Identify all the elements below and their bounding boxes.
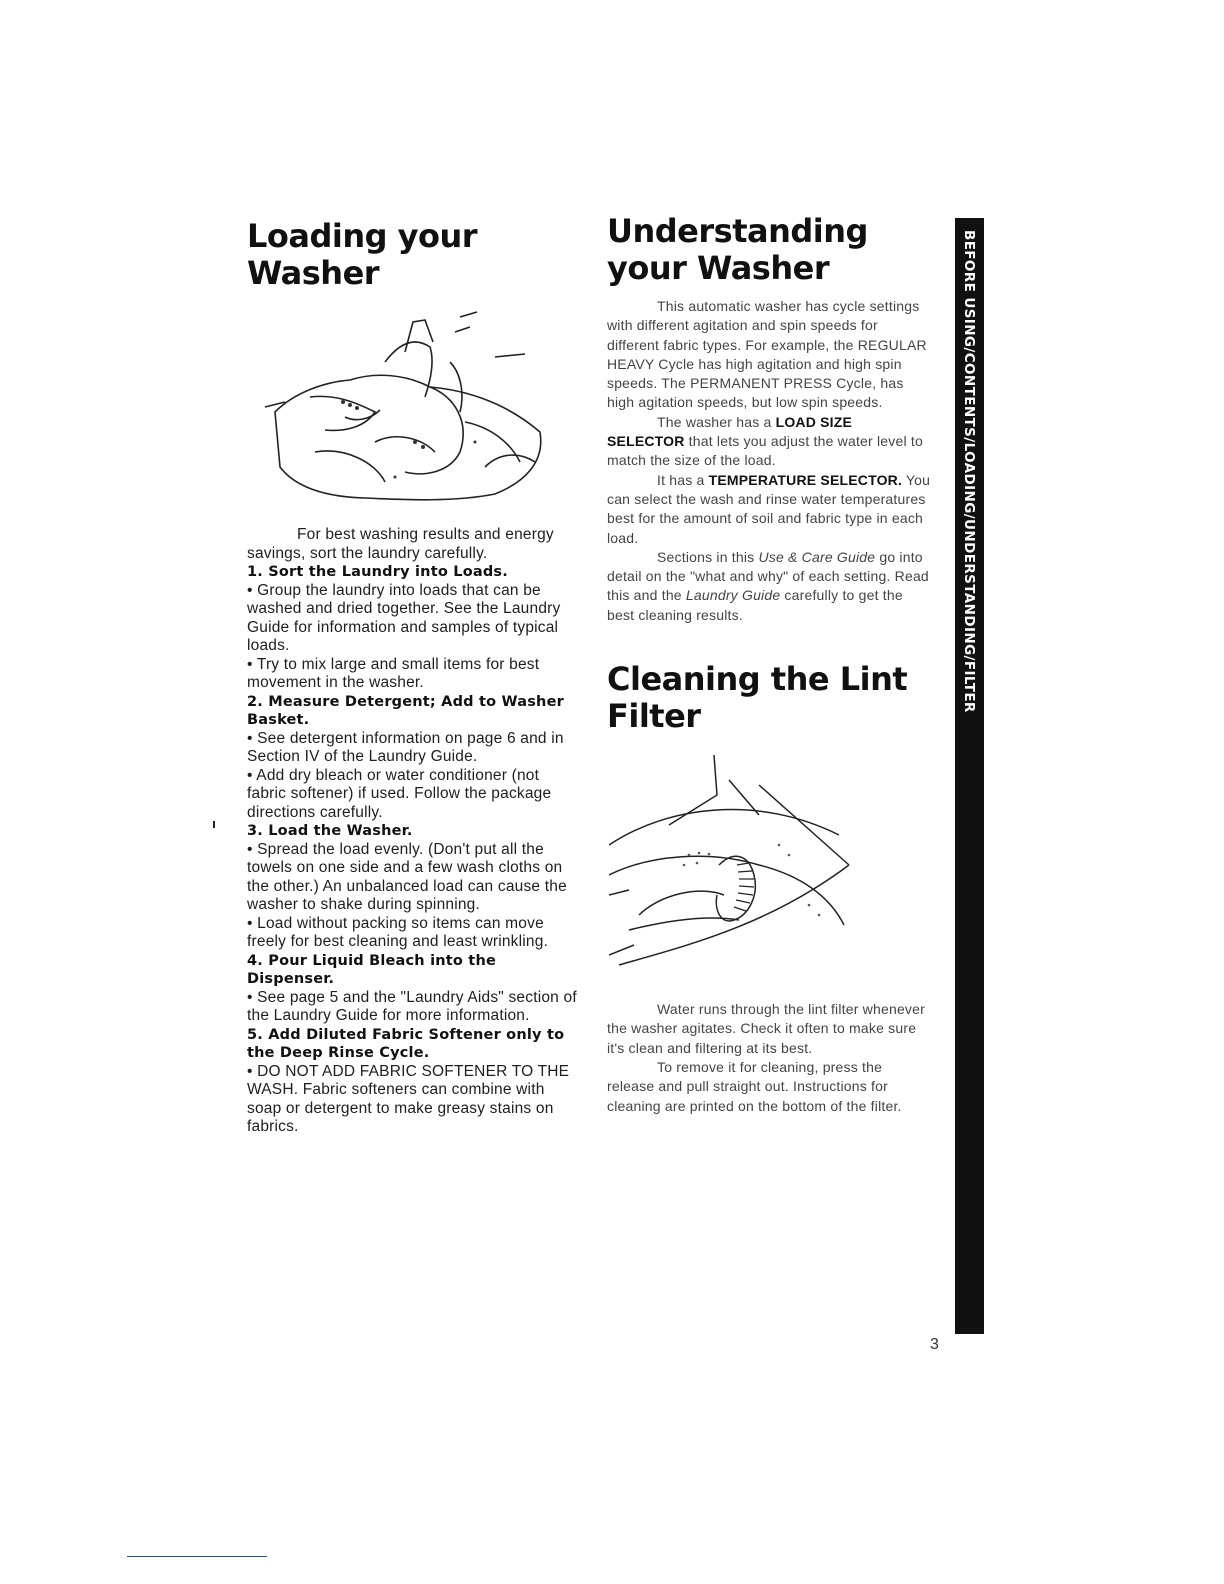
step-3-bullet: • Spread the load evenly. (Don't put all the towels on one side and a few wash cloths on the other.) An unbalanced load can cause the washer to shake during spinning.: [247, 840, 567, 913]
step-5-heading: 5. Add Diluted Fabric Softener only to the Deep Rinse Cycle.: [247, 1026, 565, 1061]
lint-p1: Water runs through the lint filter whenever the washer agitates. Check it often to make sure it's clean and filtering at its best.: [607, 1001, 925, 1056]
understanding-p2: The washer has a LOAD SIZE SELECTOR that lets you adjust the water level to match the size of the load.: [607, 413, 923, 469]
section-tab-label: BEFORE USING/CONTENTS/LOADING/UNDERSTANDING/FILTER: [961, 230, 977, 713]
step-4-bullet: • See page 5 and the "Laundry Aids" section of the Laundry Guide for more information.: [247, 988, 577, 1024]
step-5-bullet: • DO NOT ADD FABRIC SOFTENER TO THE WASH. Fabric softeners can combine with soap or detergent to make greasy stains on fabrics.: [247, 1062, 570, 1135]
step-3-heading: 3. Load the Washer.: [247, 823, 413, 839]
understanding-p3: It has a TEMPERATURE SELECTOR. You can select the wash and rinse water temperatures best for the amount of soil and fabric type in each load.: [607, 471, 931, 546]
lint-filter-title: Cleaning the Lint Filter: [607, 660, 908, 736]
lint-p2: To remove it for cleaning, press the release and pull straight out. Instructions for cleaning are printed on the bottom of the filter.: [607, 1058, 902, 1114]
step-3-bullet: • Load without packing so items can move freely for best cleaning and least wrinkling.: [247, 914, 549, 950]
section-tab: [955, 218, 984, 1334]
loading-section: [247, 218, 577, 1137]
step-2-bullet: • See detergent information on page 6 and in Section IV of the Laundry Guide.: [247, 729, 564, 765]
lint-filter-illustration: [609, 755, 859, 970]
stray-mark: [213, 821, 215, 828]
step-1-heading: 1. Sort the Laundry into Loads.: [247, 564, 508, 580]
laundry-pile-illustration: [255, 302, 555, 512]
loading-title: Loading your Washer: [247, 217, 478, 292]
step-1-bullet: • Group the laundry into loads that can be washed and dried together. See the Laundry Guide for information and samples of typical loads.: [247, 581, 561, 654]
step-2-heading: 2. Measure Detergent; Add to Washer Basket.: [247, 693, 564, 728]
understanding-section: [607, 213, 932, 1116]
step-4-heading: 4. Pour Liquid Bleach into the Dispenser.: [247, 952, 496, 987]
understanding-title: Understanding your Washer: [607, 212, 868, 287]
loading-intro: For best washing results and energy savings, sort the laundry carefully.: [247, 526, 554, 562]
step-2-bullet: • Add dry bleach or water conditioner (not fabric softener) if used. Follow the package directions carefully.: [247, 766, 552, 821]
understanding-p4: Sections in this Use & Care Guide go into detail on the "what and why" of each setting. Read this and the Laundry Guide carefully to get the best cleaning results.: [607, 548, 929, 623]
bottom-rule: [127, 1556, 267, 1557]
step-1-bullet: • Try to mix large and small items for best movement in the washer.: [247, 655, 540, 691]
page-number: 3: [930, 1336, 939, 1353]
understanding-p1: This automatic washer has cycle settings with different agitation and spin speeds for different fabric types. For example, the REGULAR HEAVY Cycle has high agitation and high spin speeds. The PERMANENT PRESS Cycle, has high agitation speeds, but low spin speeds.: [607, 298, 927, 411]
